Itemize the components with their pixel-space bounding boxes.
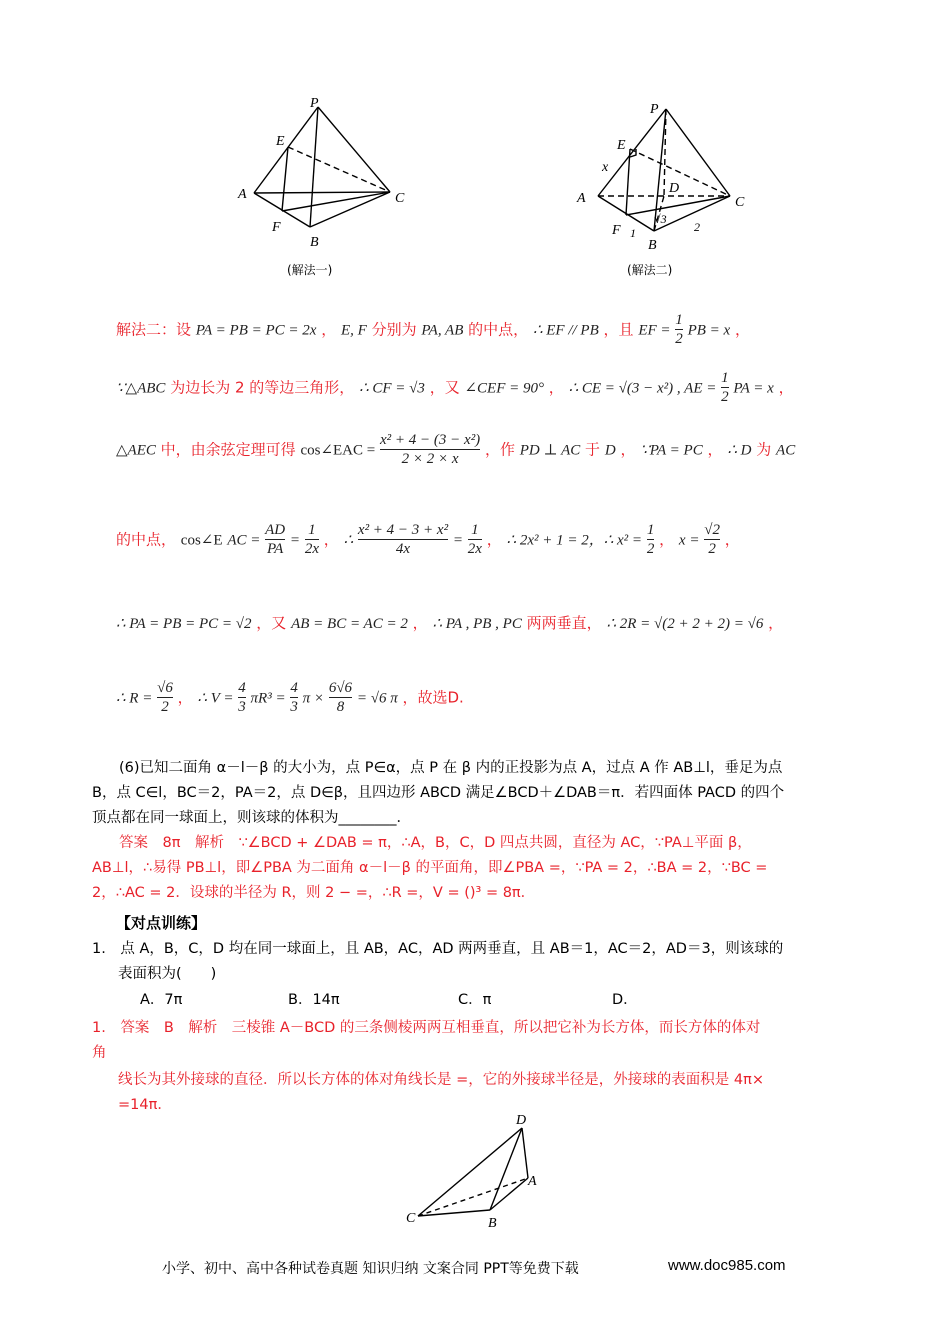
fraction xyxy=(704,522,720,559)
math-segment: PA = PB = PC = 2x xyxy=(195,322,317,339)
math-segment: PB = x xyxy=(687,322,731,339)
math-segment: PD ⊥ AC xyxy=(519,442,581,459)
text-segment: 两两垂直， xyxy=(526,614,602,632)
label-D: D xyxy=(669,181,680,196)
edge-DA xyxy=(522,1128,528,1178)
text-segment: ，又 xyxy=(429,378,460,397)
math-segment: AC = xyxy=(227,532,261,549)
text-segment: 于 xyxy=(585,440,601,459)
text-segment: 中，由余弦定理可得 xyxy=(160,440,296,459)
fraction xyxy=(380,432,480,469)
math-segment: = xyxy=(452,532,463,549)
denominator: 2x xyxy=(304,541,319,558)
figure2-caption: (解法二) xyxy=(627,263,673,277)
edge-EC-dashed xyxy=(630,149,730,196)
numerator: x² + 4 − 3 + x² xyxy=(357,522,449,538)
denominator: 2 xyxy=(704,539,720,558)
denominator: 3 xyxy=(290,699,298,716)
numerator: AD xyxy=(265,522,286,538)
math-segment: D xyxy=(604,442,616,459)
math-segment: cos∠EAC = xyxy=(300,442,376,459)
numerator: 1 xyxy=(721,370,729,386)
edge-PA xyxy=(598,109,666,196)
training-answer-line1: 1. 答案 B 解析 三棱锥 A－BCD 的三条侧棱两两互相垂直，所以把它补为长方体，而长方体的体对 xyxy=(92,1020,761,1036)
footer-link[interactable]: www.doc985.com xyxy=(668,1257,786,1274)
label-sqrt3: √3 xyxy=(654,212,667,226)
edge-PA xyxy=(254,107,318,193)
text-segment: ， xyxy=(778,378,794,397)
math-segment: πR³ = xyxy=(250,690,286,707)
math-segment: △AEC xyxy=(116,442,156,459)
denominator: 2 xyxy=(675,331,683,348)
label-B: B xyxy=(648,238,657,253)
label-C: C xyxy=(735,195,745,210)
fraction xyxy=(157,680,173,717)
footer-text: 小学、初中、高中各种试卷真题 知识归纳 文案合同 PPT等免费下载 xyxy=(162,1261,579,1277)
label-P: P xyxy=(310,96,319,111)
denominator: 2x xyxy=(467,541,482,558)
numerator: x² + 4 − (3 − x²) xyxy=(380,432,481,448)
text-segment: ， xyxy=(412,614,428,632)
text-segment: ， xyxy=(548,378,564,397)
text-segment: ， xyxy=(659,530,675,549)
edge-DB xyxy=(490,1128,522,1210)
denominator: PA xyxy=(266,541,284,558)
problem6-line1: (6)已知二面角 α－l－β 的大小为，点 P∈α，点 P 在 β 内的正投影为点 A，过点 A 作 AB⊥l，垂足为点 xyxy=(119,760,783,776)
edge-CA-dashed xyxy=(418,1178,528,1216)
fraction xyxy=(675,312,683,349)
math-segment: ∴ xyxy=(343,532,354,549)
label-x: x xyxy=(602,160,609,175)
denominator: 2 xyxy=(646,541,655,558)
edge-EC-dashed xyxy=(288,147,390,192)
math-segment: ∠CEF = 90° xyxy=(464,380,545,397)
answer6-line1: 答案 8π 解析 ∵∠BCD + ∠DAB = π，∴A，B，C，D 四点共圆，直径为 AC，∵PA⊥平面 β， xyxy=(119,835,752,851)
label-F: F xyxy=(272,220,281,235)
training-q1-line2: 表面积为( ) xyxy=(118,966,217,982)
label-E: E xyxy=(276,134,285,149)
text-segment: ， xyxy=(620,440,636,459)
fraction xyxy=(238,680,246,717)
training-answer-line4: =14π． xyxy=(118,1097,172,1113)
fraction xyxy=(329,680,352,717)
math-segment: π × xyxy=(302,690,325,707)
text-segment: ，作 xyxy=(484,440,515,459)
solution2-line4 xyxy=(116,522,740,559)
figure-tetrahedron-method2 xyxy=(570,95,760,260)
training-heading: 【对点训练】 xyxy=(116,914,207,932)
option-a: A．7π xyxy=(140,992,183,1008)
text-segment: 的中点， xyxy=(468,320,529,339)
option-b: B．14π xyxy=(288,992,340,1008)
text-segment: ， xyxy=(321,320,337,339)
math-segment: ∴ CF = √3 xyxy=(359,380,425,397)
problem6-line3: 顶点都在同一球面上，则该球的体积为________． xyxy=(92,810,411,826)
denominator: 8 xyxy=(329,697,352,716)
fraction xyxy=(721,370,729,407)
math-segment: PA, AB xyxy=(421,322,464,339)
math-segment: ∵△ABC xyxy=(116,380,166,397)
text-segment: ，故选D. xyxy=(402,688,464,707)
edge-PB xyxy=(310,107,318,227)
label-F: F xyxy=(612,223,621,238)
numerator: √6 xyxy=(157,680,173,696)
math-segment: AB = BC = AC = 2 xyxy=(291,616,408,632)
label-E: E xyxy=(617,138,626,153)
math-segment: = xyxy=(289,532,301,549)
numerator: 1 xyxy=(675,312,683,328)
solution2-line2 xyxy=(116,370,794,407)
fraction xyxy=(647,522,655,559)
math-segment: ∴ PA , PB , PC xyxy=(432,616,522,632)
edge-DC xyxy=(418,1128,522,1216)
solution2-line5 xyxy=(116,612,783,633)
numerator: 4 xyxy=(238,680,246,696)
math-segment: ∴ 2x² + 1 = 2，∴ x² = xyxy=(506,532,643,549)
text-segment: 为 xyxy=(756,440,772,459)
math-segment: E, F xyxy=(341,322,367,339)
edge-BC xyxy=(310,192,390,227)
solution2-line6 xyxy=(116,680,464,717)
label-A: A xyxy=(577,191,586,206)
text-segment: ， xyxy=(768,614,784,632)
fraction xyxy=(468,522,482,559)
solution2-line1 xyxy=(116,312,750,349)
text-segment: 分别为 xyxy=(371,320,417,339)
label-C: C xyxy=(406,1211,416,1226)
math-segment: x = xyxy=(678,532,700,549)
option-c: C．π xyxy=(458,992,492,1008)
numerator: 1 xyxy=(646,522,655,538)
solution2-line3 xyxy=(116,432,795,469)
label-1: 1 xyxy=(630,226,636,240)
math-segment: ∴ EF // PB xyxy=(532,322,599,339)
label-P: P xyxy=(650,102,659,117)
fraction xyxy=(265,522,285,559)
text-segment: 为边长为 2 的等边三角形， xyxy=(170,378,355,397)
fraction xyxy=(290,680,298,717)
figure-tetrahedron-training xyxy=(400,1108,560,1233)
math-segment: ∴ CE = √(3 − x²) , AE = xyxy=(568,380,717,397)
figure1-caption: (解法一) xyxy=(287,263,333,277)
math-segment: ∴ R = xyxy=(116,690,153,707)
numerator: 1 xyxy=(308,522,316,538)
text-segment: ， xyxy=(323,530,339,549)
math-segment: ∴ V = xyxy=(197,690,234,707)
answer6-line2: AB⊥l，∴易得 PB⊥l，即∠PBA 为二面角 α－l－β 的平面角，即∠PBA =，∵PA = 2，∴BA = 2，∵BC = xyxy=(92,860,768,876)
training-q1-line1: 1. 点 A，B，C，D 均在同一球面上，且 AB，AC，AD 两两垂直，且 AB＝1，AC＝2，AD＝3，则该球的 xyxy=(92,941,784,957)
numerator: 6√6 xyxy=(328,680,353,696)
edge-AC xyxy=(254,192,390,193)
figure-tetrahedron-method1 xyxy=(230,95,420,255)
label-C: C xyxy=(395,191,405,206)
label-A: A xyxy=(528,1174,537,1189)
text-segment: ， xyxy=(707,440,723,459)
numerator: √2 xyxy=(704,522,720,538)
edge-FC xyxy=(282,192,390,211)
problem6-line2: B，点 C∈l，BC＝2，PA＝2，点 D∈β，且四边形 ABCD 满足∠BCD＋∠DAB＝π．若四面体 PACD 的四个 xyxy=(92,785,785,801)
math-segment: PA = x xyxy=(733,380,774,397)
training-answer-line3: 线长为其外接球的直径．所以长方体的体对角线长是 =，它的外接球半径是，外接球的表面积是 4π× xyxy=(118,1072,764,1088)
label-B: B xyxy=(488,1216,497,1231)
edge-FC xyxy=(626,196,730,215)
text-segment: 解法二：设 xyxy=(116,320,192,339)
text-segment: ， xyxy=(724,530,740,549)
math-segment: cos∠E xyxy=(180,532,223,549)
answer6-line3: 2，∴AC = 2．设球的半径为 R，则 2 − =，∴R =，V = ()³ = 8π． xyxy=(92,885,536,901)
math-segment: ∴ 2R = √(2 + 2 + 2) = √6 xyxy=(606,616,764,632)
text-segment: ， xyxy=(486,530,502,549)
math-segment: = √6 π xyxy=(356,690,398,707)
training-answer-line2: 角 xyxy=(92,1045,107,1061)
option-d: D． xyxy=(612,992,638,1008)
fraction xyxy=(305,522,319,559)
math-segment: ∴ D xyxy=(727,442,752,459)
math-segment: ∵PA = PC xyxy=(640,442,703,459)
label-D: D xyxy=(516,1113,527,1128)
math-segment: AC xyxy=(776,442,796,459)
denominator: 2 xyxy=(157,697,173,716)
label-2: 2 xyxy=(694,220,700,234)
text-segment: ， xyxy=(734,320,750,339)
denominator: 4x xyxy=(358,539,448,558)
fraction xyxy=(358,522,448,559)
text-segment: ，且 xyxy=(603,320,634,339)
numerator: 4 xyxy=(290,680,298,696)
denominator: 3 xyxy=(238,699,246,716)
edge-EF xyxy=(282,147,288,211)
numerator: 1 xyxy=(471,522,479,538)
text-segment: ， xyxy=(177,688,193,707)
math-segment: EF = xyxy=(638,322,671,339)
text-segment: ，又 xyxy=(256,614,287,632)
label-B: B xyxy=(310,235,319,250)
label-A: A xyxy=(238,187,247,202)
math-segment: ∴ PA = PB = PC = √2 xyxy=(116,616,252,632)
denominator: 2 xyxy=(721,389,729,406)
denominator: 2 × 2 × x xyxy=(380,449,480,468)
text-segment: 的中点， xyxy=(116,530,177,549)
edge-PC xyxy=(318,107,390,192)
